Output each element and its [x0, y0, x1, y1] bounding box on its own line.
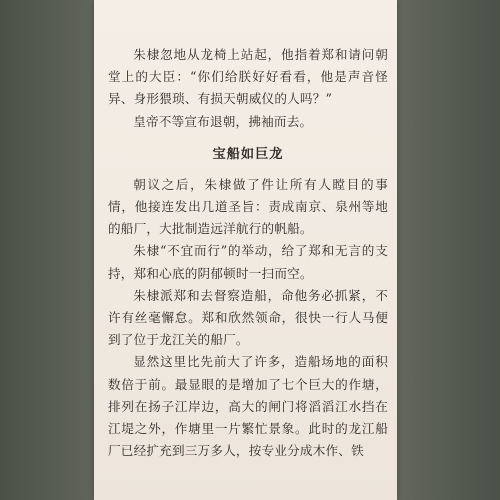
paragraph: 显然这里比先前大了许多，造船场地的面积数倍于前。最显眼的是增加了七个巨大的作塘，排列在扬子江岸边，高大的闸门将滔滔江水挡在江堤之外，作塘里一片繁忙景象。此时的龙江船厂已经扩充到三万多人，按专业分成木作、铁: [108, 354, 388, 459]
book-page: [94, 0, 397, 500]
page-body: [108, 44, 388, 462]
paragraph: 朱棣派郑和去督察造船，命他务必抓紧，不许有丝毫懈怠。郑和欣然领命，很快一行人马便到了位于龙江关的船厂。: [108, 287, 388, 348]
section-heading: 宝船如巨龙: [212, 146, 284, 162]
paragraph: 朝议之后，朱棣做了件让所有人瞠目的事情，他接连发出几道圣旨：责成南京、泉州等地的船厂，大批制造远洋航行的帆船。: [108, 176, 388, 237]
paragraph: 皇帝不等宣布退朝，拂袖而去。: [133, 113, 313, 129]
paragraph: 朱棣忽地从龙椅上站起，他指着郑和请问朝堂上的大臣：“你们给朕好好看看，他是声音怪异、身形猥琐、有损天朝威仪的人吗？”: [108, 47, 388, 107]
paragraph: 朱棣“不宜而行”的举动，给了郑和无言的支持，郑和心底的阴郁顿时一扫而空。: [108, 243, 388, 281]
